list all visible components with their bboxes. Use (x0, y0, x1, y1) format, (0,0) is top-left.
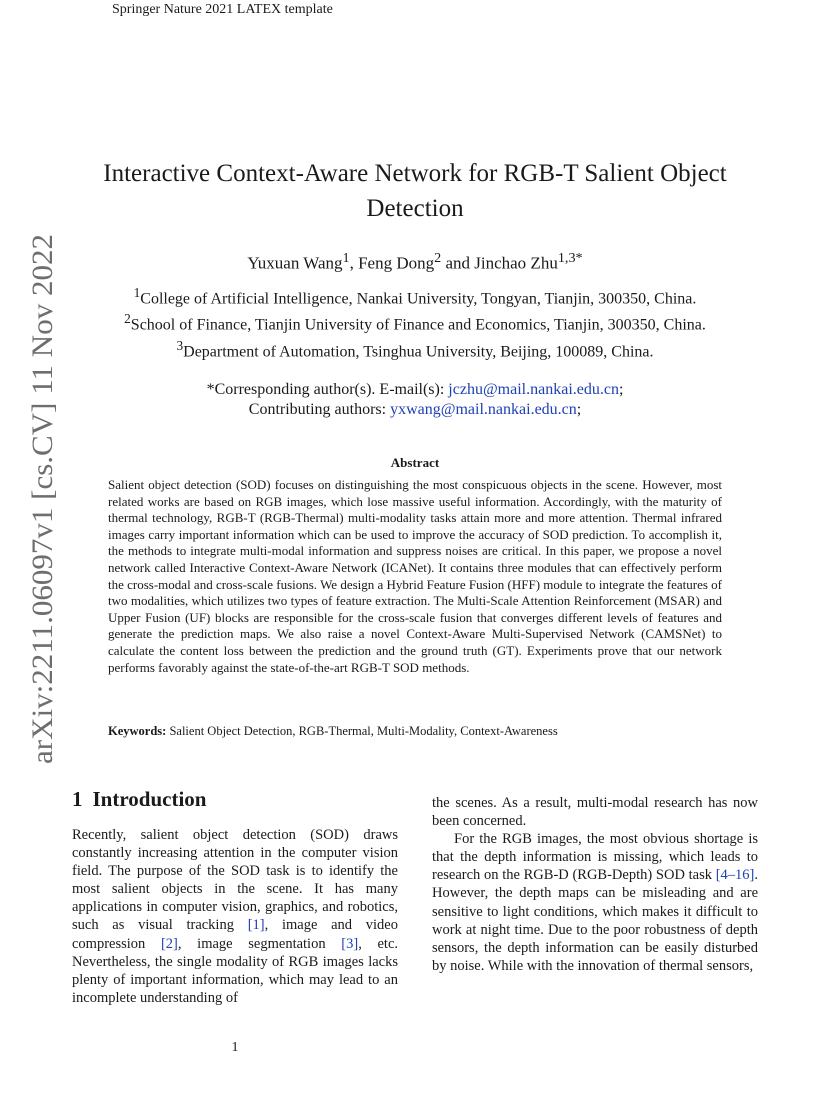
correspondence-block (70, 380, 760, 420)
keywords-line (108, 724, 722, 739)
affiliation-line (70, 309, 760, 335)
author-separator: , (349, 253, 359, 273)
author-name: Feng Dong (358, 253, 435, 273)
arxiv-identifier: arXiv:2211.06097v1 [cs.CV] 11 Nov 2022 (26, 251, 59, 764)
body-text: For the RGB images, the most obvious shortage is that the depth information is missing, which leads to research on the RGB-D (RGB-Depth) SOD task (432, 831, 758, 884)
body-text: , image segmentation (177, 935, 342, 952)
keywords-label: Keywords: (108, 724, 167, 738)
affiliation-text: School of Finance, Tianjin University of Finance and Economics, Tianjin, 300350, China. (130, 316, 706, 334)
abstract-heading: Abstract (390, 455, 440, 470)
citation-link[interactable]: [3] (341, 935, 359, 952)
left-column (72, 826, 398, 1007)
corresponding-email-link[interactable]: jczhu@mail.nankai.edu.cn (448, 381, 619, 398)
intro-paragraph (432, 830, 758, 975)
corresponding-label: *Corresponding author(s). E-mail(s): (206, 381, 449, 398)
contributing-suffix: ; (576, 401, 582, 418)
arxiv-sidebar-stamp (22, 232, 60, 764)
author-name: Jinchao Zhu (474, 253, 558, 273)
author-affiliation-mark: 2 (434, 250, 442, 266)
affiliation-text: Department of Automation, Tsinghua University, Beijing, 100089, China. (183, 342, 654, 360)
author-list (70, 250, 760, 274)
body-text: , etc. Nevertheless, the single modality of RGB images lacks plenty of important information, which may lead to an incomplete understanding of (72, 935, 399, 1006)
paper-title: Interactive Context-Aware Network for RGB-T Salient Object Detection (103, 160, 727, 222)
intro-paragraph-continued: the scenes. As a result, multi-modal research has now been concerned. (432, 795, 758, 830)
contributing-email-link[interactable]: yxwang@mail.nankai.edu.cn (390, 401, 577, 418)
affiliation-line (70, 336, 760, 362)
author-name: Yuxuan Wang (247, 253, 343, 273)
keywords-text: Salient Object Detection, RGB-Thermal, Multi-Modality, Context-Awareness (166, 724, 558, 738)
citation-link[interactable]: [2] (160, 935, 178, 952)
affiliation-line (70, 283, 760, 309)
body-text: Recently, salient object detection (SOD) draws constantly increasing attention in the computer vision field. The purpose of the SOD task is to identify the most salient objects in the scene. It has many applications in computer vision, graphics, and robotics, such as visual tracking (72, 827, 398, 934)
affiliation-mark: 3 (176, 337, 184, 353)
affiliation-list (70, 283, 760, 362)
running-head: Springer Nature 2021 LATEX template (112, 2, 333, 17)
affiliation-mark: 1 (133, 285, 141, 300)
arxiv-sidebar-svg (22, 232, 60, 764)
body-text: , image and video compression (72, 917, 398, 952)
intro-paragraph (72, 826, 398, 1007)
author-separator: and (441, 253, 475, 273)
contributing-authors-line (70, 400, 760, 420)
body-text: . However, the depth maps can be misleading and are sensitive to light conditions, which makes it difficult to work at night time. Due to the poor robustness of depth sensors, the depth information can be easily disturbed by noise. While with the innovation of thermal sensors, (432, 867, 758, 974)
right-column (432, 794, 758, 975)
abstract-text: Salient object detection (SOD) focuses on distinguishing the most conspicuous objects in the scene. However, most related works are based on RGB images, which lose massive useful information. Accordingly, with the maturity of thermal technology, RGB-T (RGB-Thermal) multi-modality tasks attain more and more attention. Thermal infrared images carry important information which can be used to improve the accuracy of SOD prediction. To accomplish it, the methods to integrate multi-modal information and suppress noises are critical. In this paper, we propose a novel network called Interactive Context-Aware Network (ICANet). It contains three modules that can effectively perform the cross-modal and cross-scale fusions. We design a Hybrid Feature Fusion (HFF) module to integrate the features of two modalities, which utilizes two types of feature extraction. The Multi-Scale Attention Reinforcement (MSAR) and Upper Fusion (UF) blocks are responsible for the cross-scale fusion that converges different levels of features and generate the prediction maps. We also raise a novel Context-Aware Multi-Supervised Network (CAMSNet) to calculate the content loss between the prediction and the ground truth (GT). Experiments prove that our network performs favorably against the state-of-the-art RGB-T SOD methods. (108, 477, 722, 675)
affiliation-text: College of Artificial Intelligence, Nankai University, Tongyan, Tianjin, 300350, China. (140, 290, 697, 308)
corresponding-suffix: ; (618, 381, 624, 398)
citation-link[interactable]: [4–16] (715, 867, 755, 884)
affiliation-mark: 2 (124, 311, 131, 327)
author-affiliation-mark: 1,3* (557, 250, 583, 266)
page-number: 1 (231, 1040, 239, 1055)
corresponding-author-line (70, 380, 760, 400)
section-heading (72, 787, 206, 812)
section-number: 1 (72, 787, 83, 811)
author-affiliation-mark: 1 (342, 250, 350, 266)
contributing-label: Contributing authors: (248, 401, 391, 418)
citation-link[interactable]: [1] (247, 917, 265, 934)
section-title: Introduction (92, 787, 207, 811)
